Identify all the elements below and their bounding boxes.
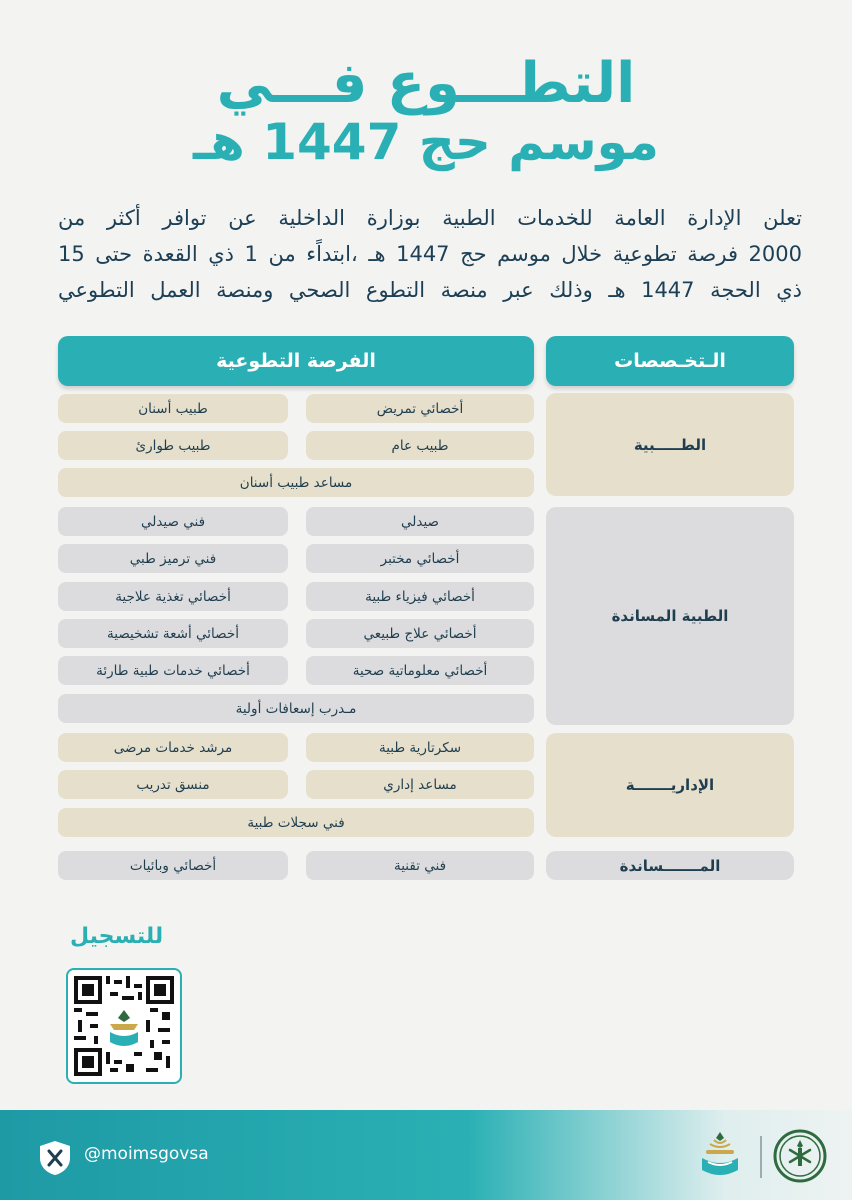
page-title-line2: موسم حج 1447 هـ — [193, 113, 659, 171]
ministry-emblem-icon — [772, 1128, 828, 1184]
logo-divider — [760, 1136, 762, 1178]
category-medical: الطـــــبية — [546, 393, 794, 496]
page-title-line1: التطـــوع فـــي — [216, 51, 636, 116]
opportunity-cell: طبيب طوارئ — [58, 431, 288, 460]
opportunity-cell: مرشد خدمات مرضى — [58, 733, 288, 762]
opportunity-cell: مـدرب إسعافات أولية — [58, 694, 534, 723]
opportunity-cell: أخصائي علاج طبيعي — [306, 619, 534, 648]
opportunity-cell: أخصائي تغذية علاجية — [58, 582, 288, 611]
opportunity-cell: أخصائي تمريض — [306, 394, 534, 423]
opportunity-cell: منسق تدريب — [58, 770, 288, 799]
opportunity-cell: سكرتارية طبية — [306, 733, 534, 762]
opportunity-cell: أخصائي مختبر — [306, 544, 534, 573]
category-support: المـــــــساندة — [546, 851, 794, 880]
opportunity-cell: فني سجلات طبية — [58, 808, 534, 837]
opportunity-cell: أخصائي فيزياء طبية — [306, 582, 534, 611]
specialties-header: الـتخـصصات — [546, 336, 794, 386]
opportunities-header: الفرصة التطوعية — [58, 336, 534, 386]
opportunity-cell: أخصائي وبائيات — [58, 851, 288, 880]
intro-paragraph — [58, 200, 802, 308]
registration-qr-code[interactable] — [66, 968, 182, 1084]
opportunity-cell: أخصائي أشعة تشخيصية — [58, 619, 288, 648]
intro-line: 2000 فرصة تطوعية خلال موسم حج 1447 هـ ،ابتداًء من 1 ذي القعدة حتى 15 — [58, 242, 802, 266]
opportunity-cell: مساعد إداري — [306, 770, 534, 799]
opportunity-cell: فني تقنية — [306, 851, 534, 880]
intro-line: ذي الحجة 1447 هـ وذلك عبر منصة التطوع الصحي ومنصة العمل التطوعي — [58, 278, 802, 302]
opportunity-cell: طبيب عام — [306, 431, 534, 460]
register-label: للتسجيل — [70, 924, 164, 949]
category-administrative: الإداريـــــــة — [546, 733, 794, 837]
opportunity-cell: أخصائي معلوماتية صحية — [306, 656, 534, 685]
social-handle[interactable]: @moimsgovsa — [84, 1144, 209, 1164]
opportunity-cell: فني صيدلي — [58, 507, 288, 536]
opportunity-cell: أخصائي خدمات طبية طارئة — [58, 656, 288, 685]
opportunity-cell: فني ترميز طبي — [58, 544, 288, 573]
opportunity-cell: صيدلي — [306, 507, 534, 536]
category-allied-medical: الطبية المساندة — [546, 507, 794, 725]
opportunity-cell: مساعد طبيب أسنان — [58, 468, 534, 497]
volunteer-platform-logo-icon — [692, 1128, 748, 1184]
opportunity-cell: طبيب أسنان — [58, 394, 288, 423]
qr-code-icon — [74, 976, 174, 1076]
x-logo-icon[interactable] — [36, 1139, 74, 1177]
intro-line: تعلن الإدارة العامة للخدمات الطبية بوزارة الداخلية عن توافر أكثر من — [58, 206, 802, 230]
